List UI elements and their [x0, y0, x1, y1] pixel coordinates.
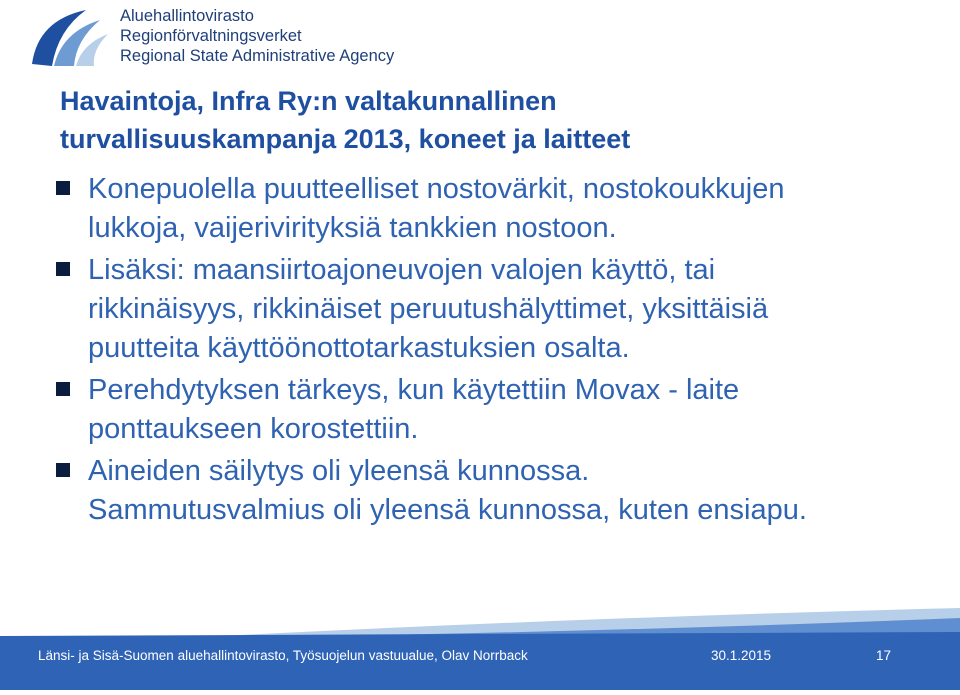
footer-page-number: 17 — [876, 648, 892, 663]
slide-title — [60, 82, 920, 158]
agency-name — [120, 6, 394, 66]
bullet-square-icon — [56, 382, 70, 396]
bullet-text-line: rikkinäisyys, rikkinäiset peruutushälyttimet, yksittäisiä — [88, 293, 769, 325]
footer-date: 30.1.2015 — [711, 648, 772, 663]
bullet-text-line: ponttaukseen korostettiin. — [88, 413, 419, 445]
bullet-item — [56, 371, 936, 449]
slide-title-line: turvallisuuskampanja 2013, koneet ja laitteet — [60, 124, 631, 154]
bullet-text-line: Aineiden säilytys oli yleensä kunnossa. — [88, 455, 590, 487]
bullet-text-line: lukkoja, vaijerivirityksiä tankkien nostoon. — [88, 212, 617, 244]
bullet-text-line: Perehdytyksen tärkeys, kun käytettiin Movax - laite — [88, 374, 740, 406]
bullet-text-line: Lisäksi: maansiirtoajoneuvojen valojen käyttö, tai — [88, 254, 716, 286]
bullet-item — [56, 452, 936, 530]
agency-name-sv: Regionförvaltningsverket — [120, 27, 302, 45]
bullet-list — [56, 170, 936, 530]
bullet-square-icon — [56, 262, 70, 276]
slide-title-line: Havaintoja, Infra Ry:n valtakunnallinen — [60, 86, 557, 116]
footer-band — [0, 600, 960, 690]
footer-wave-icon — [0, 600, 960, 690]
bullet-text-line: Konepuolella puutteelliset nostovärkit, nostokoukkujen — [88, 173, 785, 205]
footer-author: Länsi- ja Sisä-Suomen aluehallintovirasto, Työsuojelun vastuualue, Olav Norrback — [38, 648, 528, 663]
bullet-text-line: puutteita käyttöönottotarkastuksien osalta. — [88, 332, 630, 364]
bullet-text-line: Sammutusvalmius oli yleensä kunnossa, kuten ensiapu. — [88, 494, 807, 526]
bullet-square-icon — [56, 463, 70, 477]
agency-name-en: Regional State Administrative Agency — [120, 47, 395, 65]
bullet-item — [56, 251, 936, 368]
bullet-square-icon — [56, 181, 70, 195]
bullet-item — [56, 170, 936, 248]
agency-name-fi: Aluehallintovirasto — [120, 7, 254, 25]
agency-logo-icon — [28, 4, 110, 70]
